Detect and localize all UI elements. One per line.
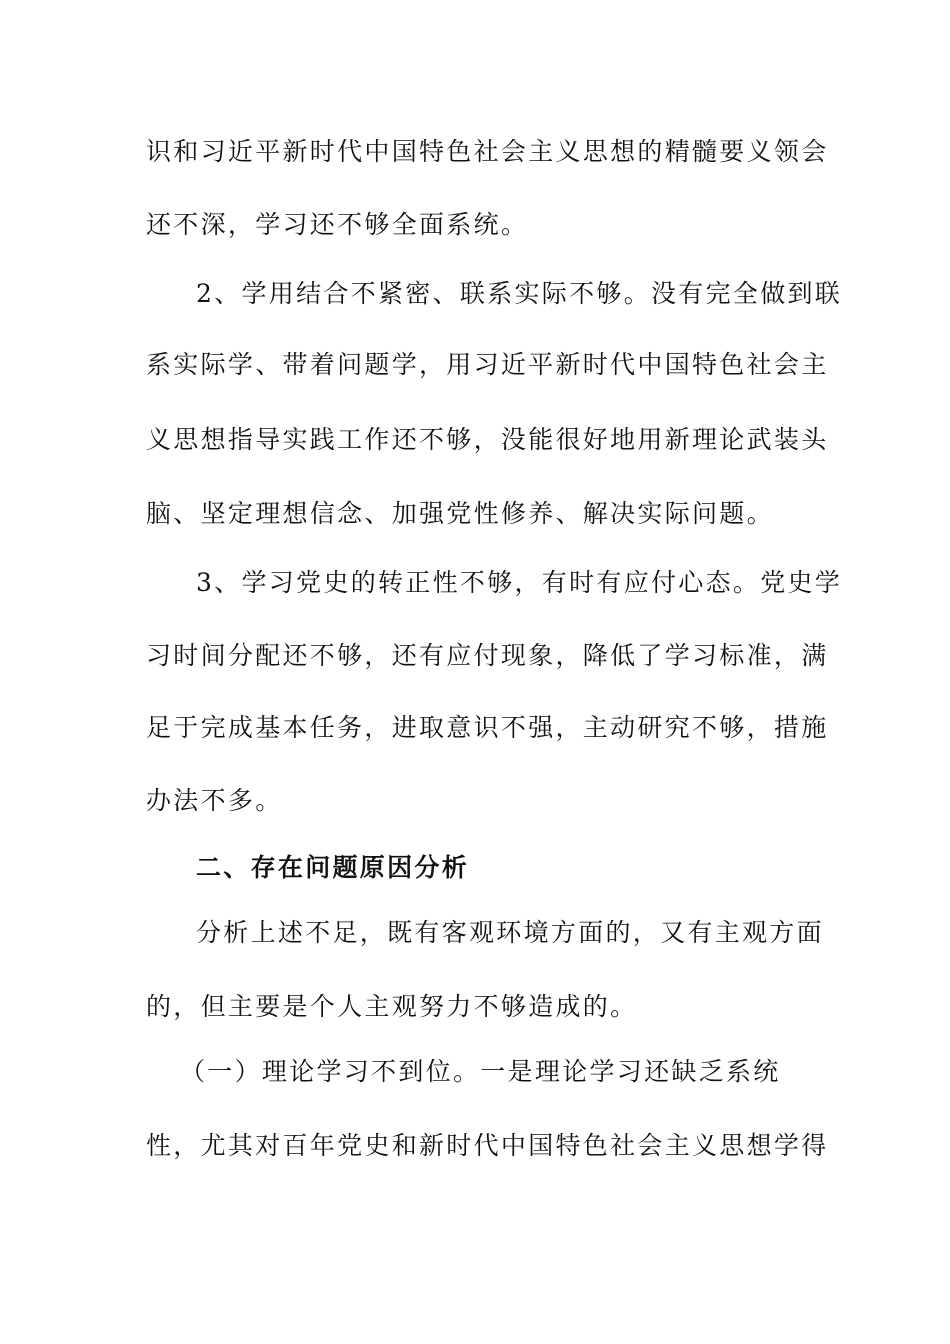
paragraph-line: 3、学习党史的转正性不够，有时有应付心态。党史学 bbox=[196, 568, 843, 597]
section-heading: 二、存在问题原因分析 bbox=[196, 853, 470, 882]
paragraph-line: 办法不多。 bbox=[146, 786, 283, 815]
paragraph-line: 分析上述不足，既有客观环境方面的，又有主观方面 bbox=[196, 918, 824, 947]
paragraph-line: 还不深，学习还不够全面系统。 bbox=[146, 210, 529, 239]
paragraph-line: 系实际学、带着问题学，用习近平新时代中国特色社会主 bbox=[146, 350, 829, 379]
paragraph-line: 习时间分配还不够，还有应付现象，降低了学习标准，满 bbox=[146, 641, 829, 670]
paragraph-line: 足于完成基本任务，进取意识不强，主动研究不够，措施 bbox=[146, 713, 829, 742]
paragraph-line: 的，但主要是个人主观努力不够造成的。 bbox=[146, 992, 638, 1021]
paragraph-line: 脑、坚定理想信念、加强党性修养、解决实际问题。 bbox=[146, 499, 774, 528]
paragraph-line: 性，尤其对百年党史和新时代中国特色社会主义思想学得 bbox=[146, 1131, 829, 1160]
paragraph-line: 识和习近平新时代中国特色社会主义思想的精髓要义领会 bbox=[146, 137, 829, 166]
paragraph-line: 义思想指导实践工作还不够，没能很好地用新理论武装头 bbox=[146, 425, 829, 454]
paragraph-line: 2、学用结合不紧密、联系实际不够。没有完全做到联 bbox=[196, 279, 843, 308]
paragraph-line: （一）理论学习不到位。一是理论学习还缺乏系统 bbox=[180, 1057, 781, 1086]
